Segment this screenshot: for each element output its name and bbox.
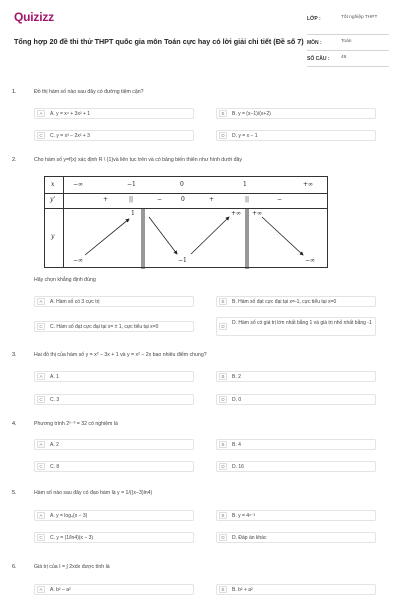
row-label-y: y (51, 233, 55, 240)
option-letter: A (37, 373, 45, 380)
answer-option-c[interactable] (34, 130, 194, 141)
question-5 (10, 490, 390, 552)
y-value: 1 (131, 210, 135, 217)
question-text: Hàm số nào sau đây có đạo hàm là y = 1/((x−3)ln4) (34, 490, 153, 496)
option-text: A. 2 (50, 442, 59, 448)
option-letter: B (219, 441, 227, 448)
option-text: B. b² + a² (232, 587, 253, 593)
answer-option-c[interactable] (34, 532, 194, 543)
option-text: C. y = (1/ln4)(x − 3) (50, 535, 94, 541)
question-number: 5. (12, 490, 17, 496)
answer-option-b[interactable] (216, 371, 376, 382)
option-letter: C (37, 396, 45, 403)
answer-option-a[interactable] (34, 584, 194, 595)
question-3 (10, 352, 390, 412)
option-text: A. y = x⁴ + 3x² + 1 (50, 111, 91, 117)
option-letter: C (37, 132, 45, 139)
option-letter: B (219, 586, 227, 593)
sign-cell: 0 (181, 196, 185, 203)
answer-option-d[interactable] (216, 461, 376, 472)
sign-cell: + (103, 196, 109, 203)
option-text: C. 3 (50, 397, 60, 403)
question-text: Giá trị của I = ∫ 2xdx được tính là (34, 564, 110, 570)
answer-option-b[interactable] (216, 296, 376, 307)
question-number: 6. (12, 564, 17, 570)
option-letter: B (219, 512, 227, 519)
variation-table (44, 176, 328, 268)
arrow-up-icon (191, 217, 229, 254)
answer-option-c[interactable] (34, 321, 194, 332)
option-letter: D (219, 463, 227, 470)
question-text: Phương trình 2ˣ⁻³ = 32 có nghiệm là (34, 421, 118, 427)
arrow-down-icon (262, 217, 303, 255)
sign-cell: + (209, 196, 215, 203)
answer-option-b[interactable] (216, 510, 376, 521)
x-value: 0 (180, 181, 184, 188)
question-4 (10, 421, 390, 481)
option-letter: A (37, 441, 45, 448)
answer-option-d[interactable] (216, 130, 376, 141)
option-letter: B (219, 373, 227, 380)
x-value: −∞ (73, 181, 84, 188)
question-text: Cho hàm số y=f(x) xác định R \ {1}và liên tục trên và có bảng biến thiên như hình dưới đây (34, 157, 243, 163)
variation-arrows (45, 177, 329, 269)
question-text: Hai đồ thị của hàm số y = x³ − 3x + 1 và y = x² − 2x bao nhiêu điểm chung? (34, 352, 207, 358)
option-text: A. 1 (50, 374, 59, 380)
option-text: A. y = log₄(x − 3) (50, 513, 88, 519)
option-text: A. Hàm số có 3 cực trị (50, 299, 100, 305)
answer-option-b[interactable] (216, 108, 376, 119)
question-number: 3. (12, 352, 17, 358)
answer-option-d[interactable] (216, 532, 376, 543)
worksheet-meta (307, 13, 389, 67)
meta-value: Toán (341, 39, 352, 44)
option-letter: B (219, 110, 227, 117)
meta-value: 49 (341, 55, 347, 60)
option-text: B. 4 (232, 442, 241, 448)
option-text: D. Hàm số có giá trị lớn nhất bằng 1 và giá trị nhỏ nhất bằng -1 (232, 320, 372, 326)
worksheet-title: Tổng hợp 20 đề thi thử THPT quốc gia môn Toán cực hay có lời giải chi tiết (Đề số 7) (14, 37, 304, 46)
meta-row-count (307, 51, 389, 67)
option-text: D. 16 (232, 464, 244, 470)
option-text: C. Hàm số đạt cực đại tại x= ± 1, cực tiểu tại x=0 (50, 324, 159, 330)
question-1 (10, 89, 390, 149)
answer-option-c[interactable] (34, 461, 194, 472)
answer-option-a[interactable] (34, 439, 194, 450)
y-value: −∞ (305, 257, 316, 264)
meta-label: MÔN : (307, 40, 322, 46)
arrow-up-icon (85, 219, 129, 255)
answer-option-b[interactable] (216, 584, 376, 595)
quizizz-logo: Quizizz (14, 10, 54, 24)
answer-option-d[interactable] (216, 394, 376, 405)
option-letter: D (219, 396, 227, 403)
sign-cell: || (129, 196, 134, 203)
answer-option-a[interactable] (34, 510, 194, 521)
option-text: D. 0 (232, 397, 242, 403)
meta-value: Tốt nghiệp THPT (341, 15, 378, 20)
option-letter: C (37, 463, 45, 470)
meta-label: SỐ CÂU : (307, 56, 330, 62)
y-value: −∞ (73, 257, 84, 264)
question-number: 2. (12, 157, 17, 163)
question-6 (10, 564, 390, 600)
option-letter: C (37, 323, 45, 330)
option-letter: D (219, 132, 227, 139)
option-text: A. b² − a² (50, 587, 71, 593)
option-letter: A (37, 298, 45, 305)
option-text: D. Đáp án khác (232, 535, 267, 541)
question-2 (10, 157, 390, 347)
answer-option-d[interactable] (216, 317, 376, 336)
option-letter: A (37, 512, 45, 519)
row-label-yprime: y' (50, 196, 56, 203)
sign-cell: − (277, 196, 283, 203)
option-text: B. y = (x−1)/(x+2) (232, 111, 271, 117)
answer-option-a[interactable] (34, 108, 194, 119)
answer-option-a[interactable] (34, 371, 194, 382)
option-letter: A (37, 586, 45, 593)
meta-row-subject (307, 35, 389, 51)
y-value: −1 (178, 257, 187, 264)
arrow-down-icon (149, 217, 177, 254)
option-letter: A (37, 110, 45, 117)
meta-label: LỚP : (307, 16, 321, 22)
y-value: +∞ (252, 210, 263, 217)
option-letter: D (219, 534, 227, 541)
y-value: +∞ (231, 210, 242, 217)
option-letter: B (219, 298, 227, 305)
option-text: D. y = x − 1 (232, 133, 258, 139)
sign-cell: || (245, 196, 250, 203)
option-text: C. y = x³ − 2x² + 3 (50, 133, 90, 139)
answer-option-b[interactable] (216, 439, 376, 450)
x-value: −1 (127, 181, 136, 188)
option-text: B. Hàm số đạt cực đại tại x=-1, cực tiểu tại x=0 (232, 299, 337, 305)
question-prompt: Hãy chọn khẳng định đúng (34, 277, 96, 283)
option-letter: C (37, 534, 45, 541)
x-value: +∞ (303, 181, 314, 188)
option-text: B. y = 4ˣ⁻³ (232, 513, 256, 519)
option-letter: D (219, 323, 227, 330)
question-text: Đồ thị hàm số nào sau đây có đường tiệm cận? (34, 89, 144, 95)
answer-option-c[interactable] (34, 394, 194, 405)
question-number: 1. (12, 89, 17, 95)
option-text: B. 2 (232, 374, 241, 380)
question-number: 4. (12, 421, 17, 427)
answer-option-a[interactable] (34, 296, 194, 307)
row-label-x: x (51, 181, 55, 188)
sign-cell: − (157, 196, 163, 203)
meta-row-class (307, 13, 389, 35)
x-value: 1 (243, 181, 247, 188)
worksheet-header (14, 10, 386, 76)
option-text: C. 8 (50, 464, 60, 470)
